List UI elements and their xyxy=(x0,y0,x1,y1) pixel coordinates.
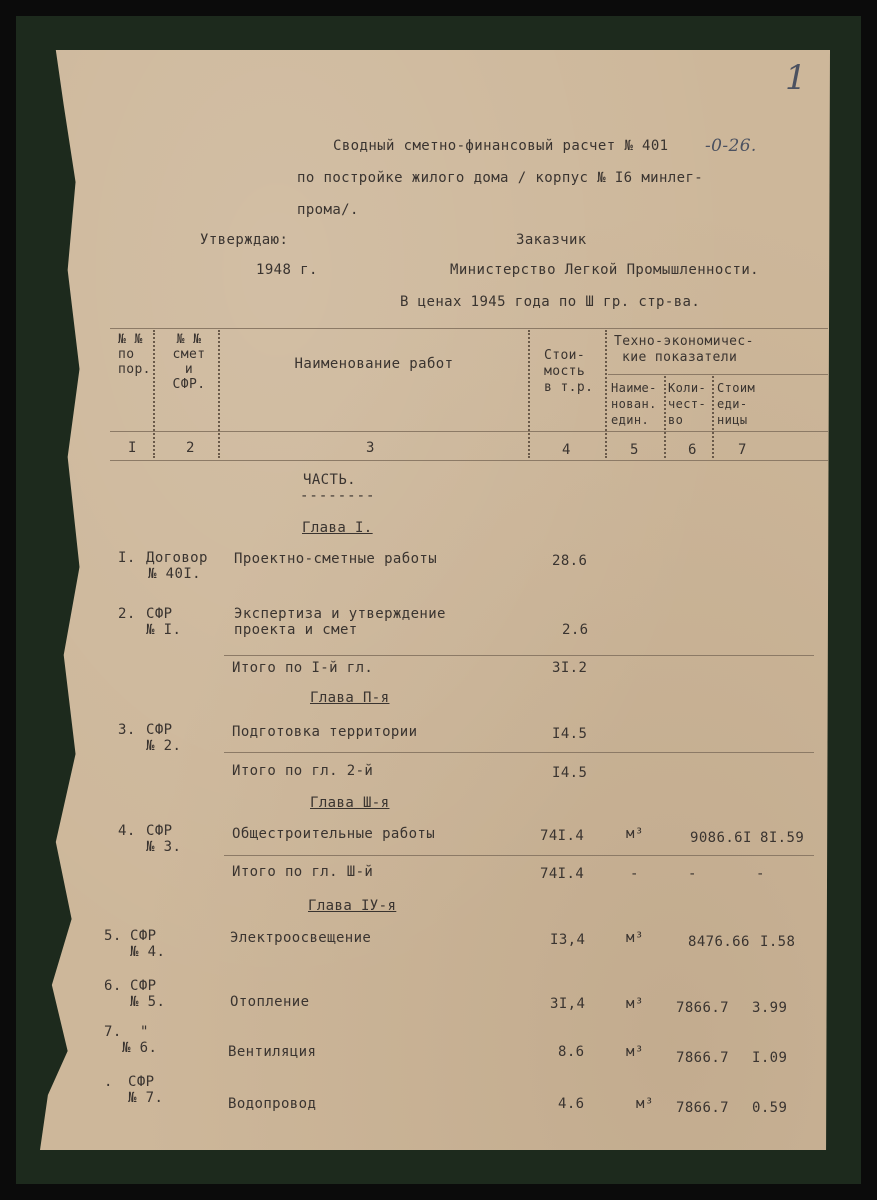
col-number-5: 5 xyxy=(630,442,639,458)
page-number: 1 xyxy=(785,58,808,98)
header-col1: № № по пор. xyxy=(118,332,151,377)
row-7-name: Вентиляция xyxy=(228,1044,317,1060)
row-3-cost: I4.5 xyxy=(552,726,588,742)
approve-label: Утверждаю: xyxy=(200,232,289,248)
row-8-unit: м³ xyxy=(636,1096,654,1112)
row-6-cost: 3I,4 xyxy=(550,996,586,1012)
header-col6: Коли- чест- во xyxy=(668,381,707,427)
col-number-3: 3 xyxy=(366,440,375,456)
subtotal-ch2-label: Итого по гл. 2-й xyxy=(232,763,374,779)
doc-title-line1: Сводный сметно-финансовый расчет № 401 xyxy=(333,138,669,154)
prices-note: В ценах 1945 года по Ш гр. стр-ва. xyxy=(400,294,701,310)
row-3-name: Подготовка территории xyxy=(232,724,418,740)
row-4-rule xyxy=(224,855,814,856)
subtotal-ch2-cost: I4.5 xyxy=(552,765,588,781)
row-5-unit: м³ xyxy=(626,930,644,946)
row-4-qty: 9086.6I xyxy=(690,830,752,846)
subtotal-ch3-label: Итого по гл. Ш-й xyxy=(232,864,374,880)
row-8-name: Водопровод xyxy=(228,1096,317,1112)
approval-year: 1948 г. xyxy=(256,262,318,278)
header-col4: Стои- мость в т.р. xyxy=(544,348,594,395)
header-top-rule xyxy=(110,328,828,329)
row-6-no: 6. xyxy=(104,978,122,994)
row-8-price: 0.59 xyxy=(752,1100,788,1116)
col-number-7: 7 xyxy=(738,442,747,458)
doc-title-line2: по постройке жилого дома / корпус № I6 минлег- xyxy=(297,170,704,186)
part-heading: ЧАСТЬ. xyxy=(303,472,356,488)
row-8-ref: СФР № 7. xyxy=(128,1074,164,1106)
header-col2: № № смет и СФР. xyxy=(172,332,206,392)
row-7-cost: 8.6 xyxy=(558,1044,585,1060)
row-2-ref: СФР № I. xyxy=(146,606,182,638)
chapter-3-heading: Глава Ш-я xyxy=(310,795,390,811)
row-1-no: I. xyxy=(118,550,136,566)
row-7-unit: м³ xyxy=(626,1044,644,1060)
customer-label: Заказчик xyxy=(516,232,587,248)
col-number-4: 4 xyxy=(562,442,571,458)
col-separator-5 xyxy=(664,376,666,458)
row-4-no: 4. xyxy=(118,823,136,839)
row-7-ref: " № 6. xyxy=(122,1024,158,1056)
row-5-price: I.58 xyxy=(760,934,796,950)
doc-title-line3: прома/. xyxy=(297,202,359,218)
subtotal-ch1-cost: 3I.2 xyxy=(552,660,588,676)
row-3-rule xyxy=(224,752,814,753)
subtotal-ch3-qty: - xyxy=(688,866,697,882)
row-8-qty: 7866.7 xyxy=(676,1100,729,1116)
row-6-unit: м³ xyxy=(626,996,644,1012)
row-4-name: Общестроительные работы xyxy=(232,826,436,842)
row-2-cost: 2.6 xyxy=(562,622,589,638)
row-5-no: 5. xyxy=(104,928,122,944)
row-4-cost: 74I.4 xyxy=(540,828,585,844)
subtotal-ch1-label: Итого по I-й гл. xyxy=(232,660,374,676)
row-2-rule xyxy=(224,655,814,656)
header-col7: Стоим еди- ницы xyxy=(717,381,756,427)
row-4-ref: СФР № 3. xyxy=(146,823,182,855)
row-1-name: Проектно-сметные работы xyxy=(234,551,438,567)
row-3-no: 3. xyxy=(118,722,136,738)
customer-name: Министерство Легкой Промышленности. xyxy=(450,262,760,278)
row-4-unit: м³ xyxy=(626,826,644,842)
row-5-name: Электроосвещение xyxy=(230,930,372,946)
header-col3: Наименование работ xyxy=(294,356,454,372)
row-6-ref: СФР № 5. xyxy=(130,978,166,1010)
subtotal-ch3-price: - xyxy=(756,866,765,882)
col-separator-4 xyxy=(605,330,607,458)
row-7-price: I.09 xyxy=(752,1050,788,1066)
row-7-qty: 7866.7 xyxy=(676,1050,729,1066)
chapter-1-heading: Глава I. xyxy=(302,520,373,536)
col-separator-1 xyxy=(153,330,155,458)
col-separator-3 xyxy=(528,330,530,458)
col-separator-6 xyxy=(712,376,714,458)
row-1-cost: 28.6 xyxy=(552,553,588,569)
col-number-1: I xyxy=(128,440,137,456)
row-8-no: . xyxy=(104,1074,113,1090)
row-2-name: Экспертиза и утверждение проекта и смет xyxy=(234,606,446,638)
header-bottom-rule xyxy=(110,460,828,461)
part-heading-dashes: -------- xyxy=(300,488,376,504)
row-6-price: 3.99 xyxy=(752,1000,788,1016)
col-separator-2 xyxy=(218,330,220,458)
col-number-6: 6 xyxy=(688,442,697,458)
header-tech-group: Техно-экономичес- кие показатели xyxy=(614,334,754,365)
chapter-2-heading: Глава П-я xyxy=(310,690,390,706)
subtotal-ch3-cost: 74I.4 xyxy=(540,866,585,882)
col-number-2: 2 xyxy=(186,440,195,456)
row-5-cost: I3,4 xyxy=(550,932,586,948)
subtotal-ch3-unit: - xyxy=(630,866,639,882)
header-col5: Наиме- нован. един. xyxy=(611,381,657,427)
row-7-no: 7. xyxy=(104,1024,122,1040)
row-8-cost: 4.6 xyxy=(558,1096,585,1112)
row-5-ref: СФР № 4. xyxy=(130,928,166,960)
doc-number-handwritten: -0-26. xyxy=(705,136,757,156)
row-4-price: 8I.59 xyxy=(760,830,805,846)
row-6-name: Отопление xyxy=(230,994,310,1010)
tech-group-rule xyxy=(608,374,828,375)
row-5-qty: 8476.66 xyxy=(688,934,750,950)
row-3-ref: СФР № 2. xyxy=(146,722,182,754)
row-2-no: 2. xyxy=(118,606,136,622)
row-1-ref: Договор № 40I. xyxy=(146,550,208,582)
chapter-4-heading: Глава IУ-я xyxy=(308,898,397,914)
row-6-qty: 7866.7 xyxy=(676,1000,729,1016)
